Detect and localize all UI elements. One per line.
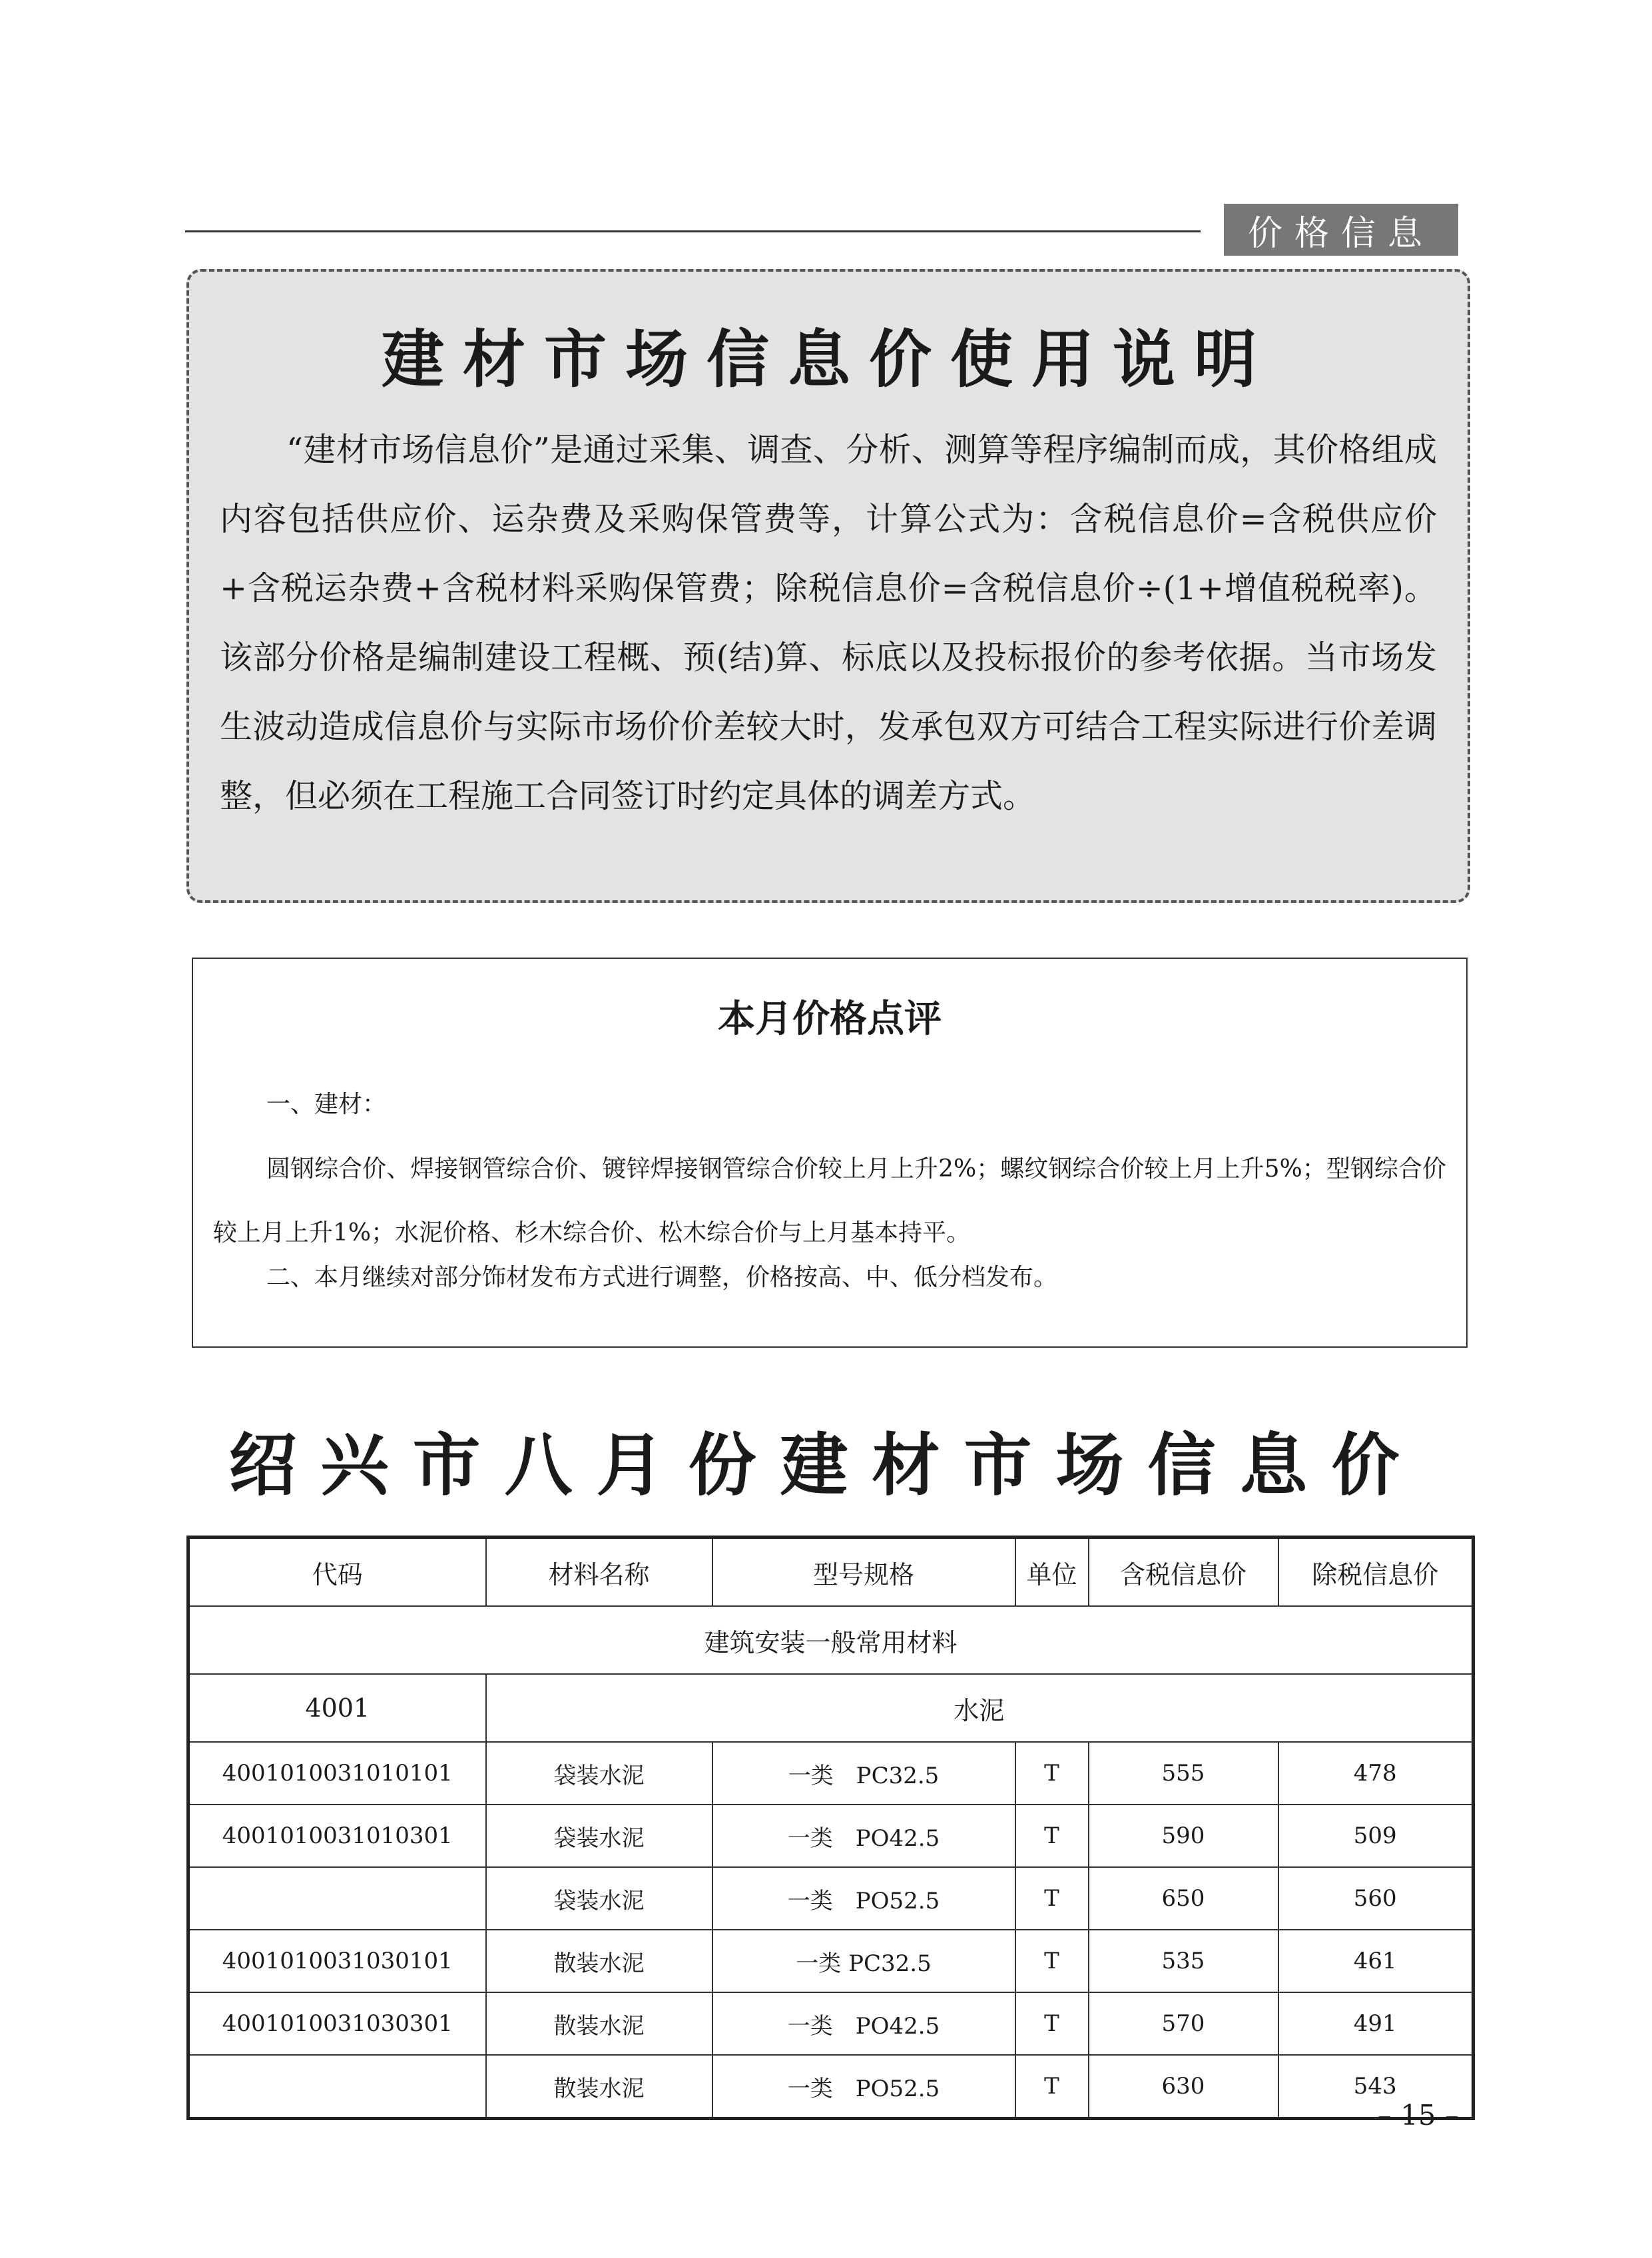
column-header-unit: 单位 — [1015, 1538, 1089, 1607]
table-row — [188, 1992, 1474, 2055]
cell-ex-tax-price: 543 — [1278, 2055, 1474, 2119]
cell-unit: T — [1015, 1742, 1089, 1805]
cell-ex-tax-price: 509 — [1278, 1805, 1474, 1867]
cell-unit: T — [1015, 1805, 1089, 1867]
cell-tax-price: 555 — [1089, 1742, 1278, 1805]
group-row — [188, 1674, 1474, 1742]
cell-ex-tax-price: 478 — [1278, 1742, 1474, 1805]
cell-name: 散装水泥 — [486, 1992, 712, 2055]
page-number: – 15 – — [1377, 2099, 1459, 2131]
cell-ex-tax-price: 560 — [1278, 1867, 1474, 1930]
cell-code: 4001010031030301 — [188, 1992, 486, 2055]
cell-tax-price: 630 — [1089, 2055, 1278, 2119]
table-row — [188, 1867, 1474, 1930]
cell-tax-price: 650 — [1089, 1867, 1278, 1930]
price-review-box — [192, 958, 1468, 1348]
notice-title: 建材市场信息价使用说明 — [381, 324, 1275, 396]
column-header-spec: 型号规格 — [712, 1538, 1015, 1607]
usage-notice-box — [186, 269, 1470, 903]
cell-name: 袋装水泥 — [486, 1805, 712, 1867]
cell-unit: T — [1015, 1992, 1089, 2055]
review-paragraph: 一、建材： — [266, 1091, 387, 1118]
review-title: 本月价格点评 — [718, 997, 942, 1041]
cell-unit: T — [1015, 2055, 1089, 2119]
cell-name: 袋装水泥 — [486, 1867, 712, 1930]
column-header-code: 代码 — [188, 1538, 486, 1607]
category-label: 建筑安装一般常用材料 — [188, 1606, 1474, 1674]
table-row — [188, 1930, 1474, 1992]
review-paragraph: 圆钢综合价、焊接钢管综合价、镀锌焊接钢管综合价较上月上升2%；螺纹钢综合价较上月上升5%；型钢综合价较上月上升1%；水泥价格、杉木综合价、松木综合价与上月基本持平。 — [213, 1155, 1446, 1247]
cell-name: 袋装水泥 — [486, 1742, 712, 1805]
cell-tax-price: 535 — [1089, 1930, 1278, 1992]
cell-code — [188, 1867, 486, 1930]
price-table — [186, 1536, 1475, 2120]
table-header-row — [188, 1538, 1474, 1607]
review-paragraph: 二、本月继续对部分饰材发布方式进行调整，价格按高、中、低分档发布。 — [266, 1264, 1058, 1291]
group-code: 4001 — [188, 1674, 486, 1742]
notice-body: “建材市场信息价”是通过采集、调查、分析、测算等程序编制而成，其价格组成内容包括供应价、运杂费及采购保管费等，计算公式为：含税信息价=含税供应价+含税运杂费+含税材料采购保管费；除税信息价=含税信息价÷(1+增值税税率)。该部分价格是编制建设工程概、预(结)算、标底以及投标报价的参考依据。当市场发生波动造成信息价与实际市场价价差较大时，发承包双方可结合工程实际进行价差调整，但必须在工程施工合同签订时约定具体的调差方式。 — [220, 431, 1437, 815]
table-row — [188, 1805, 1474, 1867]
column-header-name: 材料名称 — [486, 1538, 712, 1607]
column-header-ex-tax-price: 除税信息价 — [1278, 1538, 1474, 1607]
cell-ex-tax-price: 491 — [1278, 1992, 1474, 2055]
section-tag: 价格信息 — [1224, 204, 1458, 256]
group-name: 水泥 — [486, 1674, 1474, 1742]
cell-code: 4001010031010301 — [188, 1805, 486, 1867]
cell-spec: 一类 PO52.5 — [712, 1867, 1015, 1930]
cell-spec: 一类 PO42.5 — [712, 1992, 1015, 2055]
table-row — [188, 1742, 1474, 1805]
cell-tax-price: 570 — [1089, 1992, 1278, 2055]
column-header-tax-price: 含税信息价 — [1089, 1538, 1278, 1607]
cell-name: 散装水泥 — [486, 1930, 712, 1992]
cell-unit: T — [1015, 1867, 1089, 1930]
main-heading: 绍兴市八月份建材市场信息价 — [228, 1426, 1424, 1506]
cell-spec: 一类 PC32.5 — [712, 1742, 1015, 1805]
cell-code: 4001010031010101 — [188, 1742, 486, 1805]
cell-unit: T — [1015, 1930, 1089, 1992]
cell-spec: 一类 PO42.5 — [712, 1805, 1015, 1867]
cell-spec: 一类 PO52.5 — [712, 2055, 1015, 2119]
cell-name: 散装水泥 — [486, 2055, 712, 2119]
table-row — [188, 2055, 1474, 2119]
cell-spec: 一类 PC32.5 — [712, 1930, 1015, 1992]
cell-ex-tax-price: 461 — [1278, 1930, 1474, 1992]
category-row — [188, 1606, 1474, 1674]
cell-code: 4001010031030101 — [188, 1930, 486, 1992]
cell-tax-price: 590 — [1089, 1805, 1278, 1867]
cell-code — [188, 2055, 486, 2119]
header-rule — [185, 230, 1201, 232]
